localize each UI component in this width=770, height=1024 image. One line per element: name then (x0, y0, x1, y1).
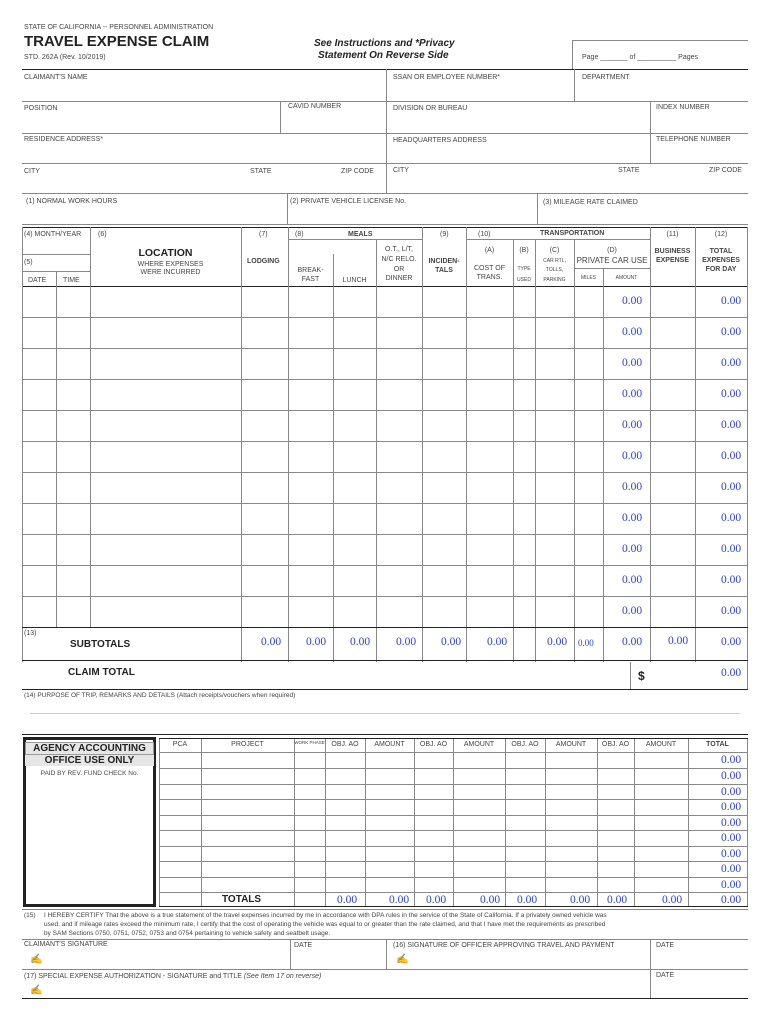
breakfast-header-2: FAST (301, 276, 320, 283)
certify-line-3: by SAM Sections 0750, 0751, 0752, 0753 and 0754 pertaining to vehicle safety and seatbelt usage. (44, 930, 331, 937)
total-header-3: FOR DAY (705, 266, 737, 273)
lunch-header: LUNCH (342, 277, 367, 284)
col5-no: (5) (24, 259, 33, 266)
miles-header: MILES (580, 275, 596, 281)
subtotal-total: 0.00 (721, 636, 742, 648)
position-label[interactable]: POSITION (24, 105, 58, 112)
row-amount: 0.00 (622, 419, 643, 431)
subtotal-no: (13) (24, 630, 37, 637)
city-label[interactable]: CITY (24, 168, 40, 175)
agency-totals-label: TOTALS (222, 894, 262, 905)
agency-total-value: 0.00 (426, 894, 447, 906)
row-amount: 0.00 (622, 512, 643, 524)
row-amount: 0.00 (622, 326, 643, 338)
row-amount: 0.00 (622, 481, 643, 493)
agency-col-header: PROJECT (231, 741, 264, 748)
row-amount: 0.00 (622, 357, 643, 369)
incidentals-header-2: TALS (435, 267, 453, 274)
row-total: 0.00 (721, 357, 742, 369)
agency-line-1: AGENCY ACCOUNTING (25, 742, 154, 755)
state-header: STATE OF CALIFORNIA -- PERSONNEL ADMINISTRATION (24, 24, 214, 31)
row-total: 0.00 (721, 543, 742, 555)
dinner-header-4: DINNER (385, 275, 413, 282)
subtotal-lunch: 0.00 (350, 636, 371, 648)
dinner-header-2: N/C RELO. (381, 256, 417, 263)
col6-no: (6) (98, 231, 107, 238)
instructions-2: Statement On Reverse Side (318, 50, 449, 61)
agency-total-value: 0.00 (607, 894, 628, 906)
agency-row-total: 0.00 (721, 801, 742, 813)
agency-total-value: 0.00 (480, 894, 501, 906)
location-header: LOCATION (138, 247, 193, 259)
amount-header: AMOUNT (615, 275, 638, 281)
agency-total-value: 0.00 (389, 894, 410, 906)
time-header: TIME (63, 277, 80, 284)
claim-total-value: 0.00 (721, 667, 742, 679)
hq-label[interactable]: HEADQUARTERS ADDRESS (393, 137, 487, 144)
cost-header: COST OF (474, 265, 505, 272)
agency-row-total: 0.00 (721, 786, 742, 798)
form-number: STD. 262A (Rev. 10/2019) (24, 54, 106, 61)
col-a: (A) (484, 247, 495, 254)
state-label-2[interactable]: STATE (618, 167, 640, 174)
agency-line-2: OFFICE USE ONLY (25, 755, 154, 766)
agency-total-value: 0.00 (517, 894, 538, 906)
purpose-label[interactable]: (14) PURPOSE OF TRIP, REMARKS AND DETAILS (Attach receipts/vouchers when required) (24, 692, 296, 699)
row-total: 0.00 (721, 481, 742, 493)
form-title: TRAVEL EXPENSE CLAIM (24, 33, 210, 50)
agency-row-total: 0.00 (721, 754, 742, 766)
agency-col-header: OBJ. AO (601, 741, 630, 748)
transportation-header: TRANSPORTATION (540, 230, 605, 237)
agency-row-total: 0.00 (721, 879, 742, 891)
subtotal-business: 0.00 (668, 635, 689, 647)
location-sub-2: WERE INCURRED (140, 269, 201, 276)
lodging-header: LODGING (247, 258, 280, 265)
row-total: 0.00 (721, 512, 742, 524)
row-total: 0.00 (721, 326, 742, 338)
license-label[interactable]: (2) PRIVATE VEHICLE LICENSE No. (290, 198, 407, 205)
agency-col-header: OBJ. AO (511, 741, 539, 748)
row-amount: 0.00 (622, 388, 643, 400)
car-header: CAR RTL, (543, 258, 566, 264)
business-header: BUSINESS (654, 248, 691, 255)
subtotal-amount: 0.00 (622, 636, 643, 648)
special-date-label[interactable]: DATE (656, 972, 675, 979)
business-header-2: EXPENSE (655, 257, 690, 264)
row-amount: 0.00 (622, 450, 643, 462)
row-amount: 0.00 (622, 574, 643, 586)
cost-header-2: TRANS. (476, 274, 503, 281)
agency-total-value: 0.00 (662, 894, 683, 906)
car-header-3: PARKING (543, 277, 566, 283)
agency-row-total: 0.00 (721, 817, 742, 829)
row-total: 0.00 (721, 605, 742, 617)
page-count[interactable]: Page _______ of __________ Pages (582, 54, 698, 61)
month-year-header: (4) MONTH/YEAR (24, 231, 82, 238)
car-header-2: TOLLS, (545, 267, 564, 273)
claimant-name-label[interactable]: CLAIMANT'S NAME (24, 74, 88, 81)
col9-no: (9) (440, 231, 449, 238)
breakfast-header: BREAK- (297, 267, 324, 274)
col10-no: (10) (478, 231, 491, 238)
signature-pen-icon-3: ✍ (30, 985, 43, 996)
claimant-date-label[interactable]: DATE (294, 942, 313, 949)
type-header-2: USED (517, 277, 531, 283)
subtotals-label: SUBTOTALS (70, 639, 131, 650)
instructions: See Instructions and *Privacy (314, 38, 455, 49)
agency-row-total: 0.00 (721, 863, 742, 875)
subtotal-dinner: 0.00 (396, 636, 417, 648)
subtotal-miles: 0.00 (578, 638, 594, 648)
cavid-label[interactable]: CAVID NUMBER (288, 103, 342, 110)
state-label[interactable]: STATE (250, 168, 272, 175)
row-amount: 0.00 (622, 543, 643, 555)
officer-date-label[interactable]: DATE (656, 942, 675, 949)
claimant-signature-label[interactable]: CLAIMANT'S SIGNATURE (24, 941, 108, 948)
certify-line-2: used, and if mileage rates exceed the minimum rate, I certify that the cost of operating the vehicle was equal to or greater than the rate claimed, and that I have met the requirements as prescribed (44, 921, 606, 928)
residence-label[interactable]: RESIDENCE ADDRESS* (24, 136, 103, 143)
agency-col-header: TOTAL (706, 741, 729, 748)
division-label[interactable]: DIVISION OR BUREAU (393, 105, 468, 112)
agency-col-header: OBJ. AO (331, 741, 359, 748)
meals-header: MEALS (348, 231, 373, 238)
col-c: (C) (549, 247, 560, 254)
city-label-2[interactable]: CITY (393, 167, 409, 174)
agency-col-header: AMOUNT (555, 741, 587, 748)
agency-total-value: 0.00 (721, 894, 742, 906)
col7-no: (7) (259, 231, 268, 238)
signature-pen-icon: ✍ (30, 954, 43, 965)
agency-col-header: OBJ. AO (419, 741, 448, 748)
agency-total-value: 0.00 (570, 894, 591, 906)
agency-col-header: AMOUNT (463, 741, 495, 748)
currency-sign: $ (638, 669, 645, 683)
row-amount: 0.00 (622, 605, 643, 617)
total-header-2: EXPENSES (702, 257, 740, 264)
department-label[interactable]: DEPARTMENT (582, 74, 630, 81)
incidentals-header: INCIDEN- (428, 258, 460, 265)
certify-line-1: I HEREBY CERTIFY That the above is a true statement of the travel expenses incurred by me in accordance with DPA rules in the service of the State of California. If a privately owned vehicle was (44, 912, 607, 919)
total-header: TOTAL (709, 248, 733, 255)
subtotal-incidentals: 0.00 (441, 636, 462, 648)
agency-row-total: 0.00 (721, 832, 742, 844)
agency-total-value: 0.00 (337, 894, 358, 906)
subtotal-cost: 0.00 (487, 636, 508, 648)
dinner-header-3: OR (393, 266, 405, 273)
mileage-rate-label[interactable]: (3) MILEAGE RATE CLAIMED (543, 199, 638, 206)
row-total: 0.00 (721, 450, 742, 462)
col8-no: (8) (295, 231, 304, 238)
col12-no: (12) (714, 231, 728, 238)
row-amount: 0.00 (622, 295, 643, 307)
signature-pen-icon-2: ✍ (396, 954, 409, 965)
subtotal-lodging: 0.00 (261, 636, 282, 648)
col-d: (D) (607, 247, 617, 254)
telephone-label[interactable]: TELEPHONE NUMBER (656, 136, 731, 143)
agency-row-total: 0.00 (721, 770, 742, 782)
work-hours-label[interactable]: (1) NORMAL WORK HOURS (26, 198, 118, 205)
row-total: 0.00 (721, 388, 742, 400)
agency-row-total: 0.00 (721, 848, 742, 860)
private-car-header: PRIVATE CAR USE (576, 256, 648, 265)
subtotal-breakfast: 0.00 (306, 636, 327, 648)
dinner-header-1: O.T., L/T, (384, 246, 413, 253)
row-total: 0.00 (721, 419, 742, 431)
claim-total-label: CLAIM TOTAL (68, 667, 135, 678)
zip-label[interactable]: ZIP CODE (341, 168, 374, 175)
zip-label-2[interactable]: ZIP CODE (709, 167, 742, 174)
subtotal-car: 0.00 (547, 636, 568, 648)
paid-by-label: PAID BY REV. FUND CHECK No. (40, 770, 139, 777)
certify-no: (15) (24, 912, 36, 919)
agency-col-header: WORK PHASE (294, 740, 325, 745)
ssan-label[interactable]: SSAN OR EMPLOYEE NUMBER* (393, 74, 500, 81)
index-label[interactable]: INDEX NUMBER (656, 104, 710, 111)
location-sub-1: WHERE EXPENSES (137, 261, 204, 268)
officer-signature-label[interactable]: (16) SIGNATURE OF OFFICER APPROVING TRAVEL AND PAYMENT (393, 942, 615, 949)
col11-no: (11) (666, 231, 679, 238)
special-auth-label[interactable]: (17) SPECIAL EXPENSE AUTHORIZATION - SIGNATURE and TITLE (See Item 17 on reverse) (24, 973, 322, 980)
col-b: (B) (519, 247, 529, 254)
row-total: 0.00 (721, 295, 742, 307)
type-header: TYPE (517, 266, 531, 272)
row-total: 0.00 (721, 574, 742, 586)
agency-col-header: PCA (172, 741, 188, 748)
date-header: DATE (28, 277, 47, 284)
agency-col-header: AMOUNT (374, 741, 405, 748)
agency-col-header: AMOUNT (645, 741, 677, 748)
